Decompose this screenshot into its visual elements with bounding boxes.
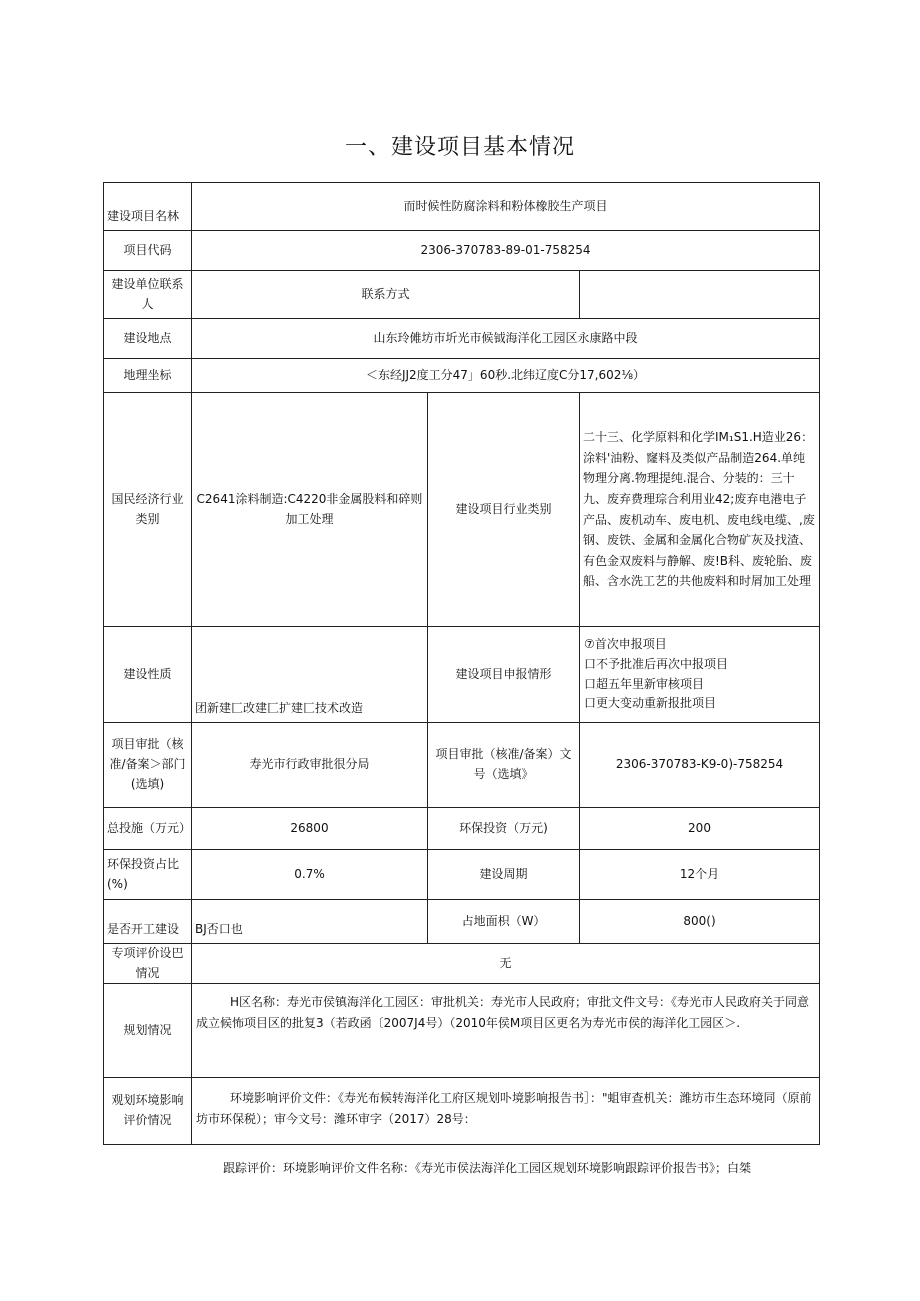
contact-method-label: 联系方式: [191, 270, 580, 319]
declare-option-five-year: 口超五年里新审核项目: [584, 676, 705, 691]
footer-text: 跟踪评价：环境影响评价文件名称：《寿光市侯法海洋化工园区规划环境影响跟踪评价报告书》；白桀: [223, 1161, 752, 1175]
period-value: 12个月: [579, 849, 820, 900]
planning-value: H区名称：寿光市侯镇海洋化工园区：审批机关：寿光市人民政府；审批文件文号：《寿光市人民政府关于同意成立候怖项目区的批复3（若政函〔2007J4号）（2010年侯M项目区更名为寿光市侯的海洋化工园区＞.: [191, 983, 820, 1078]
started-value: BJ否口也: [191, 899, 428, 944]
special-label: 专项评价设巴情况: [103, 943, 192, 984]
approval-dept-value: 寿光市行政审批很分局: [191, 722, 428, 808]
declare-option-resubmit: 口不予批准后再次中报项目: [584, 656, 729, 671]
invest-value: 26800: [191, 807, 428, 850]
special-value: 无: [191, 943, 820, 984]
declare-label: 建设项目申报情形: [427, 626, 580, 723]
plan-env-label: 观划环境影响评价情况: [103, 1077, 192, 1145]
coord-label: 地理坐标: [103, 358, 192, 393]
env-invest-value: 200: [579, 807, 820, 850]
declare-option-first: ⑦首次申报项目: [584, 637, 667, 651]
period-label: 建设周期: [427, 849, 580, 900]
project-info-table: [104, 183, 820, 1146]
invest-label: 总投施（万元）: [103, 807, 192, 850]
nature-label: 建设性质: [103, 626, 192, 723]
code-label: 项目代码: [103, 230, 192, 271]
approval-no-label: 项目审批（核准/备案）文号（选填》: [427, 722, 580, 808]
area-label: 占地面枳（W）: [427, 899, 580, 944]
location-value: 山东玲傩坊市圻光市候钺海洋化工园区永康路中段: [191, 318, 820, 359]
location-label: 建设地点: [103, 318, 192, 359]
page-title: 一、建设项目基本情况: [344, 135, 575, 160]
industry-value: C2641涂料制造:C4220非金属股料和碎则加工处理: [191, 392, 428, 627]
env-invest-label: 环保投资（万元): [427, 807, 580, 850]
project-industry-label: 建设项目行业类别: [427, 392, 580, 627]
area-value: 800(): [579, 899, 820, 944]
approval-no-value: 2306-370783-K9-0)-758254: [579, 722, 820, 808]
name-value: 而时候性防腐涂料和粉体橡胶生产项目: [191, 182, 820, 231]
approval-dept-label: 项目审批（核准/备案＞部门(选填): [103, 722, 192, 808]
declare-option-major-change: 口更大变动重新报批项目: [584, 696, 717, 711]
started-label: 是否开工建设: [103, 899, 192, 944]
env-ratio-label: 环保投资占比(%): [103, 849, 192, 900]
nature-value: 团新建匚改建匚扩建匚技术改造: [191, 626, 428, 723]
project-industry-value: 二十三、化学原料和化学IM₁S1.H造业26：涂料'油粉、窿料及类似产品制造264.单纯物理分离.物理提纯.混合、分装的：三十九、废弃费理琮合利用业42;废弃电港电子产品、废机动车、废电机、废电线电缆、,废钢、废铁、金属和金属化合物矿灰及找渣、有色金双废料与静解、废!B科、废轮胎、废船、含水洗工艺的共他废料和时屑加工处理: [579, 392, 820, 627]
industry-label: 国民经济行业类别: [103, 392, 192, 627]
contact-unit-label: 建设单位联系人: [103, 270, 192, 319]
code-value: 2306-370783-89-01-758254: [191, 230, 820, 271]
env-ratio-value: 0.7%: [191, 849, 428, 900]
plan-env-value: 环境影响评价文件：《寿光布候转海洋化工府区规划卟境影响报告书］："蛆审查机关：潍坊市生态环境同（原前坊市环保税）；审今文号：潍环审字（2017）28号：: [191, 1077, 820, 1145]
contact-method-value: [579, 270, 820, 319]
planning-label: 规划情况: [103, 983, 192, 1078]
coord-value: ＜东经JJ2度工分47」60秒.北纬辽度C分17,602⅛）: [191, 358, 820, 393]
name-label: 建设项目名林: [103, 182, 192, 231]
declare-options: [579, 626, 820, 723]
